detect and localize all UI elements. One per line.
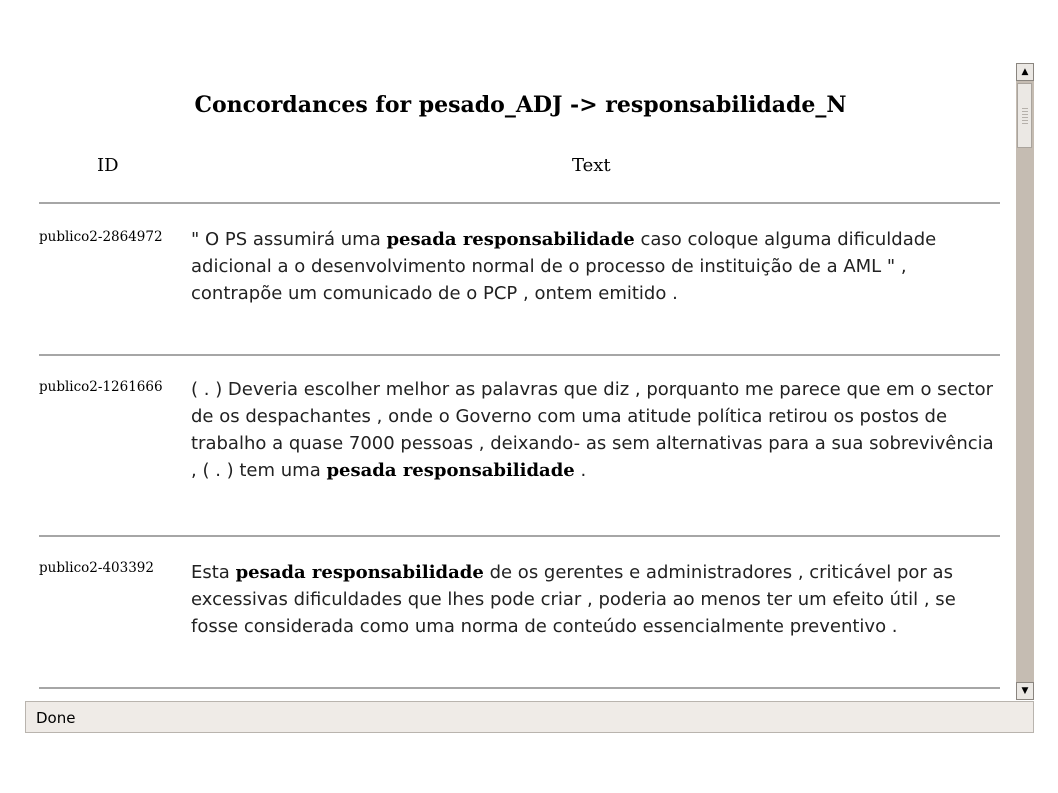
page-viewport [25, 63, 1016, 700]
text-before: Esta [191, 562, 236, 583]
status-bar [25, 701, 1034, 733]
row-divider [39, 354, 1000, 356]
arrow-down-icon: ▼ [1021, 686, 1029, 696]
text-after: . [574, 460, 587, 481]
column-header-text: Text [572, 155, 611, 176]
keyword-highlight: pesada responsabilidade [235, 562, 484, 583]
row-divider [39, 535, 1000, 537]
row-text [191, 376, 1003, 484]
text-before: " O PS assumirá uma [191, 229, 387, 250]
row-text [191, 559, 1003, 640]
text-before: ( . ) Deveria escolher melhor as palavras que diz , porquanto me parece que em o sector de os despachantes , onde o Governo com uma atitude política retirou os postos de trabalho a quase 7000 pessoas , deixando- as sem alternativas para a sua sobrevivência , ( . ) tem uma [191, 379, 994, 481]
row-id: publico2-403392 [39, 560, 154, 576]
row-id: publico2-1261666 [39, 379, 163, 395]
text-after: de os gerentes e administradores , criticável por as excessivas dificuldades que lhes pode criar , poderia ao menos ter um efeito útil , se fosse considerada como uma norma de conteúdo essencialmente preventivo . [191, 562, 956, 637]
grip-icon [1022, 106, 1028, 124]
row-divider [39, 687, 1000, 689]
keyword-highlight: pesada responsabilidade [326, 460, 575, 481]
keyword-highlight: pesada responsabilidade [386, 229, 635, 250]
arrow-up-icon: ▲ [1021, 67, 1029, 77]
column-header-id: ID [97, 155, 119, 176]
scrollbar-thumb[interactable] [1017, 83, 1032, 148]
row-text [191, 226, 1003, 307]
header-divider [39, 202, 1000, 204]
text-after: caso coloque alguma dificuldade adicional a o desenvolvimento normal de o processo de instituição de a AML " , contrapõe um comunicado de o PCP , ontem emitido . [191, 229, 937, 304]
row-id: publico2-2864972 [39, 229, 163, 245]
vertical-scrollbar[interactable] [1016, 63, 1034, 700]
page-title: Concordances for pesado_ADJ -> responsabilidade_N [194, 92, 847, 118]
scroll-up-button[interactable] [1016, 63, 1034, 81]
scroll-down-button[interactable] [1016, 682, 1034, 700]
status-text: Done [36, 709, 76, 727]
